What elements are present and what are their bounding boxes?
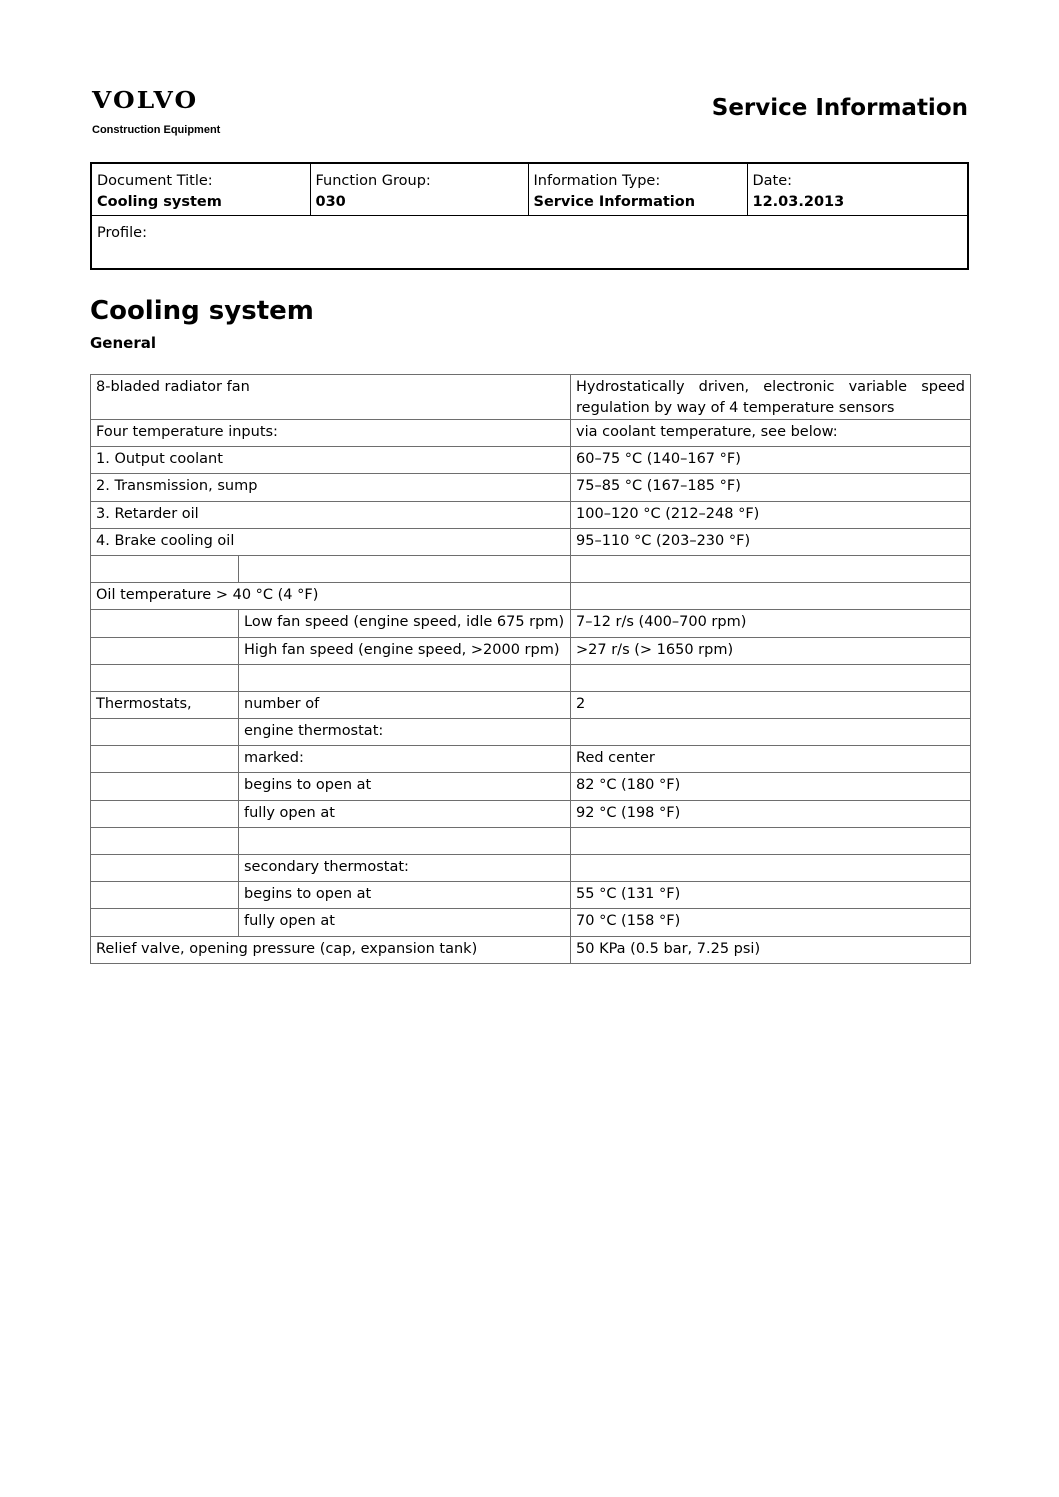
spec-item-cell: number of xyxy=(239,691,571,718)
spec-item-cell: secondary thermostat: xyxy=(239,855,571,882)
spec-value-cell xyxy=(571,855,971,882)
spec-value-cell: 2 xyxy=(571,691,971,718)
volvo-logo xyxy=(92,88,220,137)
table-row xyxy=(91,375,971,420)
spec-group-cell xyxy=(91,800,239,827)
profile-row xyxy=(91,216,968,270)
page-title: Cooling system xyxy=(90,296,314,326)
spec-value-cell: 95–110 °C (203–230 °F) xyxy=(571,528,971,555)
table-row xyxy=(91,610,971,637)
spec-value-cell xyxy=(571,583,971,610)
function-group-value: 030 xyxy=(315,194,346,210)
spec-group-cell xyxy=(91,664,239,691)
metadata-row xyxy=(91,163,968,216)
profile-label: Profile: xyxy=(97,225,147,241)
spec-group-cell xyxy=(91,746,239,773)
information-type-label: Information Type: xyxy=(533,173,661,189)
table-row xyxy=(91,637,971,664)
spec-item-cell xyxy=(239,555,571,582)
table-row xyxy=(91,664,971,691)
document-title-value: Cooling system xyxy=(97,194,222,210)
spec-group-cell xyxy=(91,909,239,936)
spec-value-cell: Red center xyxy=(571,746,971,773)
table-row xyxy=(91,827,971,854)
spec-value-cell: Hydrostatically driven, electronic variable speed regulation by way of 4 temperature sensors xyxy=(571,375,971,420)
table-row xyxy=(91,936,971,963)
spec-item-cell xyxy=(239,827,571,854)
table-row xyxy=(91,528,971,555)
function-group-label: Function Group: xyxy=(315,173,431,189)
table-row xyxy=(91,447,971,474)
spec-item-cell xyxy=(239,664,571,691)
spec-item-cell: marked: xyxy=(239,746,571,773)
date-value: 12.03.2013 xyxy=(752,194,845,210)
table-row xyxy=(91,719,971,746)
spec-group-cell xyxy=(91,827,239,854)
spec-value-cell: via coolant temperature, see below: xyxy=(571,420,971,447)
spec-value-cell xyxy=(571,719,971,746)
table-row xyxy=(91,691,971,718)
spec-label-cell: 2. Transmission, sump xyxy=(91,474,571,501)
spec-item-cell: fully open at xyxy=(239,800,571,827)
spec-value-cell: 60–75 °C (140–167 °F) xyxy=(571,447,971,474)
spec-group-cell xyxy=(91,610,239,637)
table-row xyxy=(91,746,971,773)
spec-value-cell: 100–120 °C (212–248 °F) xyxy=(571,501,971,528)
table-row xyxy=(91,474,971,501)
spec-value-cell: >27 r/s (> 1650 rpm) xyxy=(571,637,971,664)
spec-value-cell: 55 °C (131 °F) xyxy=(571,882,971,909)
spec-item-cell: engine thermostat: xyxy=(239,719,571,746)
spec-group-cell xyxy=(91,882,239,909)
document-type-heading: Service Information xyxy=(711,95,968,121)
spec-group-cell xyxy=(91,855,239,882)
table-row xyxy=(91,882,971,909)
spec-label-cell: Relief valve, opening pressure (cap, expansion tank) xyxy=(91,936,571,963)
spec-group-cell xyxy=(91,773,239,800)
section-subtitle: General xyxy=(90,334,156,352)
spec-label-cell: Oil temperature > 40 °C (4 °F) xyxy=(91,583,571,610)
spec-item-cell: Low fan speed (engine speed, idle 675 rpm) xyxy=(239,610,571,637)
date-label: Date: xyxy=(752,173,793,189)
function-group-cell xyxy=(310,163,528,216)
spec-value-cell: 70 °C (158 °F) xyxy=(571,909,971,936)
spec-value-cell xyxy=(571,664,971,691)
table-row xyxy=(91,855,971,882)
information-type-cell xyxy=(528,163,747,216)
brand-division: Construction Equipment xyxy=(92,124,221,136)
spec-value-cell: 50 KPa (0.5 bar, 7.25 psi) xyxy=(571,936,971,963)
table-row xyxy=(91,583,971,610)
table-row xyxy=(91,420,971,447)
spec-label-cell: 4. Brake cooling oil xyxy=(91,528,571,555)
document-title-label: Document Title: xyxy=(97,173,213,189)
spec-table-body xyxy=(91,375,971,964)
spec-value-cell: 92 °C (198 °F) xyxy=(571,800,971,827)
table-row xyxy=(91,501,971,528)
spec-group-cell xyxy=(91,719,239,746)
table-row xyxy=(91,555,971,582)
document-title-cell xyxy=(91,163,310,216)
spec-value-cell: 82 °C (180 °F) xyxy=(571,773,971,800)
table-row xyxy=(91,909,971,936)
spec-value-cell xyxy=(571,827,971,854)
spec-item-cell: High fan speed (engine speed, >2000 rpm) xyxy=(239,637,571,664)
spec-item-cell: begins to open at xyxy=(239,773,571,800)
spec-group-cell xyxy=(91,555,239,582)
spec-table xyxy=(90,374,971,964)
spec-group-cell xyxy=(91,637,239,664)
spec-group-cell: Thermostats, xyxy=(91,691,239,718)
spec-label-cell: 1. Output coolant xyxy=(91,447,571,474)
spec-label-cell: 8-bladed radiator fan xyxy=(91,375,571,420)
document-metadata-table xyxy=(90,162,969,270)
spec-item-cell: begins to open at xyxy=(239,882,571,909)
table-row xyxy=(91,800,971,827)
spec-item-cell: fully open at xyxy=(239,909,571,936)
spec-value-cell: 7–12 r/s (400–700 rpm) xyxy=(571,610,971,637)
spec-label-cell: Four temperature inputs: xyxy=(91,420,571,447)
spec-value-cell xyxy=(571,555,971,582)
brand-wordmark: VOLVO xyxy=(92,87,199,114)
information-type-value: Service Information xyxy=(533,194,696,210)
profile-cell xyxy=(91,216,968,270)
table-row xyxy=(91,773,971,800)
spec-value-cell: 75–85 °C (167–185 °F) xyxy=(571,474,971,501)
date-cell xyxy=(747,163,968,216)
spec-label-cell: 3. Retarder oil xyxy=(91,501,571,528)
